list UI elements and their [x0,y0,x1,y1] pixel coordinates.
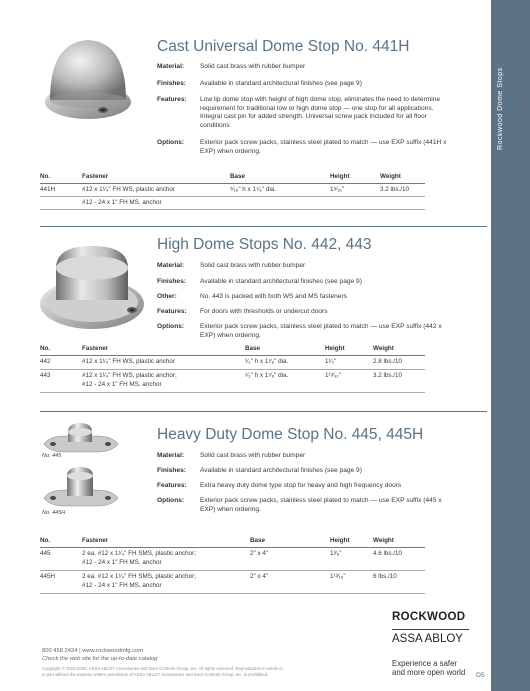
table-row [40,372,425,393]
spec-value: Exterior pack screw packs, stainless steel plated to match — use EXP suffix (442 x EXP) when ordering. [200,323,442,339]
tagline-line2: and more open world [392,668,466,677]
col-base: Base [230,173,246,180]
spec-key: Features: [157,482,187,489]
cell-fastener: 2 ea. #12 x 1¹⁄₄" FH SMS, plastic anchor; #12 - 24 x 1" FH MS, anchor [82,573,197,589]
spec-table-441h [40,173,425,217]
col-fastener: Fastener [82,345,109,352]
col-no: No. [40,173,51,180]
spec-value: For doors with thresholds or undercut doors [200,308,328,315]
section-title-441h: Cast Universal Dome Stop No. 441H [157,38,410,55]
spec-key: Options: [157,497,185,504]
col-fastener: Fastener [82,173,109,180]
spec-value: Exterior pack screw packs, stainless steel plated to match — use EXP suffix (445 x EXP) when ordering. [200,497,442,513]
col-height: Height [325,345,345,352]
section-divider [40,226,487,227]
rockwood-logo: ROCKWOOD [392,611,466,623]
cell-fastener: #12 - 24 x 1" FH MS, anchor [82,199,162,206]
spec-value: Solid cast brass with rubber bumper [200,262,306,269]
spec-value: Exterior pack screw packs, stainless steel plated to match — use EXP suffix (441H x EXP) when ordering. [200,139,447,155]
spec-value: Available in standard architectural finishes (see page 9) [200,467,362,474]
spec-key: Features: [157,308,187,315]
table-header [40,537,425,548]
cell-height: 1⁵⁄₁₆" [330,186,345,193]
cell-no: 445 [40,550,51,557]
spec-table-445 [40,537,425,601]
col-weight: Weight [380,173,401,180]
table-row [40,550,425,571]
cell-weight: 3.2 lbs./10 [380,186,410,193]
spec-value: Low lip dome stop with height of high dome stop, eliminates the need to determine requirement for traditional low or high dome stop — one stop for all applications. Integral cast pin for added strength. Universal screw pack included for all floor conditions [200,96,441,129]
cell-height: 1¹⁄₂" [325,358,337,365]
cell-no: 441H [40,186,56,193]
col-height: Height [330,173,350,180]
spec-key: Finishes: [157,80,186,87]
cell-no: 442 [40,358,51,365]
section-divider [40,411,487,412]
col-no: No. [40,537,51,544]
page-number: D5 [476,672,485,679]
table-header [40,173,425,184]
product-image-445h [40,464,120,510]
cell-weight: 6 lbs./10 [373,573,397,580]
product-image-441h [40,30,140,130]
spec-key: Material: [157,63,185,70]
footer-contact: 800 458 2424 | www.rockwoodmfg.com [42,648,144,654]
spec-key: Material: [157,452,185,459]
table-row [40,199,425,210]
cell-height: 1¹³⁄₁₆" [330,573,346,580]
footer-note: Check the web site for the up-to-date catalog [42,656,158,662]
product-image-442-443 [34,238,149,338]
spec-value: Available in standard architectural finishes (see page 9) [200,278,362,285]
cell-weight: 3.2 lbs./10 [373,372,403,379]
cell-weight: 2.8 lbs./10 [373,358,403,365]
spec-value: Available in standard architectural finishes (see page 9) [200,80,362,87]
spec-key: Options: [157,323,185,330]
col-no: No. [40,345,51,352]
spec-table-442-443 [40,345,425,401]
spec-key: Material: [157,262,185,269]
spec-key: Other: [157,293,177,300]
cell-weight: 4.6 lbs./10 [373,550,403,557]
col-weight: Weight [373,345,394,352]
cell-base: 2" x 4" [250,550,269,557]
cell-no: 443 [40,372,51,379]
spec-key: Features: [157,96,187,103]
spec-value: Solid cast brass with rubber bumper [200,452,306,459]
brand-tagline [392,659,465,677]
footer-copyright-line2: in part without the express written permission of ASSA ABLOY Accessories and Door Controls Group, Inc. is prohibited. [42,672,269,677]
tagline-line1: Experience a safer [392,659,458,668]
spec-value: Solid cast brass with rubber bumper [200,63,306,70]
logo-rule [392,629,469,630]
cell-fastener: #12 x 1¹⁄₄" FH WS, plastic anchor [82,186,175,193]
cell-no: 445H [40,573,56,580]
col-base: Base [250,537,266,544]
cell-fastener: #12 x 1¹⁄₄" FH WS, plastic anchor [82,358,175,365]
spec-value: Extra heavy duty dome type stop for heavy and high frequency doors [200,482,402,489]
image-label-445h: No. 445H [42,510,66,516]
footer-copyright-line1: Copyright © 2010-2020, ASSA ABLOY Accessories and Door Controls Group, Inc. All rights reserved. Reproduction in whole or [42,666,283,671]
cell-fastener: 2 ea. #12 x 1¹⁄₄" FH SMS, plastic anchor; #12 - 24 x 1" FH MS, anchor [82,550,197,566]
spec-value: No. 443 is packed with both WS and MS fasteners [200,293,347,300]
sidebar-section-label: Rockwood Dome Stops [497,67,504,150]
col-base: Base [245,345,261,352]
cell-base: ¹⁄₂" h x 1⁷⁄₈" dia. [245,358,289,365]
product-image-445 [40,420,120,456]
cell-base: ¹⁄₂" h x 1⁷⁄₈" dia. [245,372,289,379]
cell-height: 1¹³⁄₃₂" [325,372,341,379]
col-height: Height [330,537,350,544]
cell-base: 2" x 4" [250,573,269,580]
image-label-445: No. 445 [42,453,62,459]
table-row [40,573,425,594]
col-weight: Weight [373,537,394,544]
assa-abloy-logo: ASSA ABLOY [392,633,463,645]
cell-base: ⁵⁄₁₆" h x 1⁷⁄₈" dia. [230,186,277,193]
cell-height: 1³⁄₈" [330,550,342,557]
table-row [40,358,425,370]
table-row [40,186,425,197]
cell-fastener: #12 x 1¹⁄₄" FH WS, plastic anchor; #12 - 24 x 1" FH MS, anchor [82,372,177,388]
spec-key: Finishes: [157,467,186,474]
section-title-442-443: High Dome Stops No. 442, 443 [157,236,372,253]
spec-key: Finishes: [157,278,186,285]
table-header [40,345,425,356]
section-title-445: Heavy Duty Dome Stop No. 445, 445H [157,426,424,443]
spec-key: Options: [157,139,185,146]
col-fastener: Fastener [82,537,109,544]
